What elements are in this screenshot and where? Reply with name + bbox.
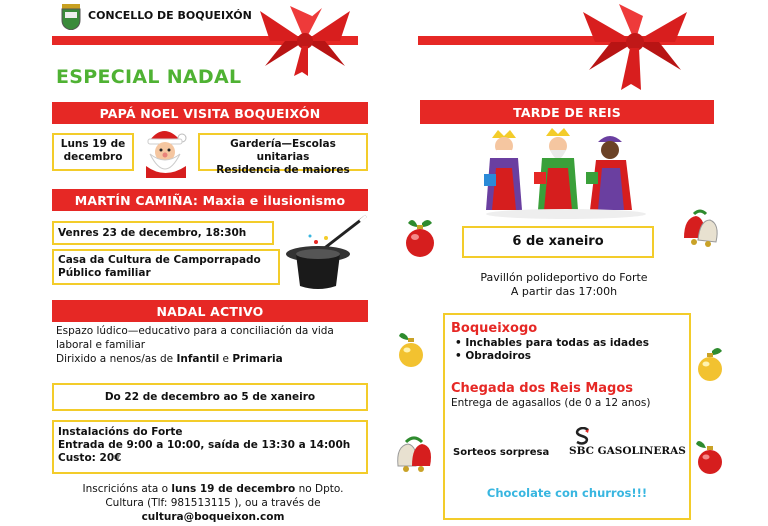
papa-noel-date-line1: Luns 19 de: [60, 138, 126, 150]
ribbon-bow-left: [250, 6, 360, 76]
inscricions-email[interactable]: cultura@boqueixon.com: [141, 511, 285, 523]
inscricions-line1: [52, 482, 374, 496]
nadal-activo-venue-line2: Entrada de 9:00 a 10:00, saída de 13:30 a 14:00h: [58, 439, 351, 451]
inscricions-line1-bold: luns 19 de decembro: [171, 483, 296, 495]
chegada-title: Chegada dos Reis Magos: [451, 381, 634, 396]
ornament-gold-icon-left: [395, 330, 427, 370]
reis-venue: [438, 271, 690, 299]
nadal-activo-infantil: Infantil: [176, 353, 220, 365]
reis-venue-line2: A partir das 17:00h: [510, 285, 618, 298]
nadal-activo-description: [56, 324, 376, 366]
reis-date-box: [462, 226, 654, 258]
sponsor-name: SBC GASOLINERAS: [569, 445, 686, 457]
magic-hat-illustration: [282, 214, 368, 290]
martin-banner: MARTÍN CAMIÑA: Maxia e ilusionismo: [52, 189, 368, 211]
papa-noel-place-line2: Residencia de maiores: [216, 164, 350, 176]
nadal-activo-dates: Do 22 de decembro ao 5 de xaneiro: [104, 391, 316, 403]
reis-date: 6 de xaneiro: [512, 234, 604, 249]
nadal-activo-banner: NADAL ACTIVO: [52, 300, 368, 322]
nadal-activo-desc-line1: Espazo lúdico—educativo para a conciliación da vida: [56, 325, 334, 337]
inscricions-note: [52, 482, 374, 524]
ornament-red-icon: [402, 219, 438, 259]
sorteos-row: [453, 427, 687, 467]
nadal-activo-desc-line2: laboral e familiar: [56, 339, 146, 351]
papa-noel-place-box: [198, 133, 368, 176]
bells-icon-bottom: [392, 432, 436, 474]
nadal-activo-venue-line3: Custo: 20€: [58, 452, 122, 464]
sbc-logo-icon: [575, 427, 591, 445]
bells-icon-top: [678, 208, 722, 250]
martin-datetime-box: [52, 221, 274, 245]
ornament-gold-icon-right: [694, 345, 726, 385]
nadal-activo-desc-line3: [56, 352, 376, 366]
martin-place-line2: Público familiar: [58, 267, 151, 279]
martin-place-box: [52, 249, 280, 285]
org-name: CONCELLO DE BOQUEIXÓN: [88, 9, 252, 22]
papa-noel-date-line2: decembro: [63, 151, 123, 163]
chocolate-text: Chocolate con churros!!!: [486, 486, 648, 500]
papa-noel-place-line1: Gardería—Escolas unitarias: [230, 138, 336, 163]
inscricions-line1-suffix: no Dpto.: [295, 483, 344, 495]
reis-magos-illustration: [482, 128, 650, 220]
martin-place-line1: Casa da Cultura de Camporrapado: [58, 254, 261, 266]
sorteos-text: Sorteos sorpresa: [453, 447, 550, 458]
council-logo: [60, 4, 82, 30]
nadal-activo-desc-e: e: [219, 353, 233, 365]
page-title: ESPECIAL NADAL: [56, 66, 242, 88]
ornament-red-icon-bottom: [694, 438, 726, 478]
nadal-activo-venue-box: [52, 420, 368, 474]
nadal-activo-dates-box: [52, 383, 368, 411]
reis-banner: TARDE DE REIS: [420, 100, 714, 124]
nadal-activo-primaria: Primaria: [232, 353, 283, 365]
santa-illustration: [136, 126, 194, 178]
entrega-text: Entrega de agasallos (de 0 a 12 anos): [451, 397, 651, 409]
inscricions-line1-prefix: Inscricións ata o: [82, 483, 172, 495]
boqueixogo-title: Boqueixogo: [451, 321, 538, 336]
boqueixogo-item-2-text: Obradoiros: [465, 350, 532, 362]
boqueixogo-item-2: • Obradoiros: [455, 350, 532, 362]
reis-venue-line1: Pavillón polideportivo do Forte: [480, 271, 648, 284]
boqueixogo-item-1-text: Inchables para todas as idades: [465, 337, 650, 349]
papa-noel-date-box: [52, 133, 134, 171]
boqueixogo-item-1: • Inchables para todas as idades: [455, 337, 650, 349]
martin-datetime: Venres 23 de decembro, 18:30h: [58, 227, 247, 239]
nadal-activo-venue-line1: Instalacións do Forte: [58, 426, 183, 438]
reis-programme-box: [443, 313, 691, 520]
ribbon-bow-right: [575, 4, 695, 90]
inscricions-line2: Cultura (Tlf: 981513115 ), ou a través de: [105, 497, 321, 509]
papa-noel-banner: PAPÁ NOEL VISITA BOQUEIXÓN: [52, 102, 368, 124]
nadal-activo-desc-prefix: Dirixido a nenos/as de: [56, 353, 177, 365]
